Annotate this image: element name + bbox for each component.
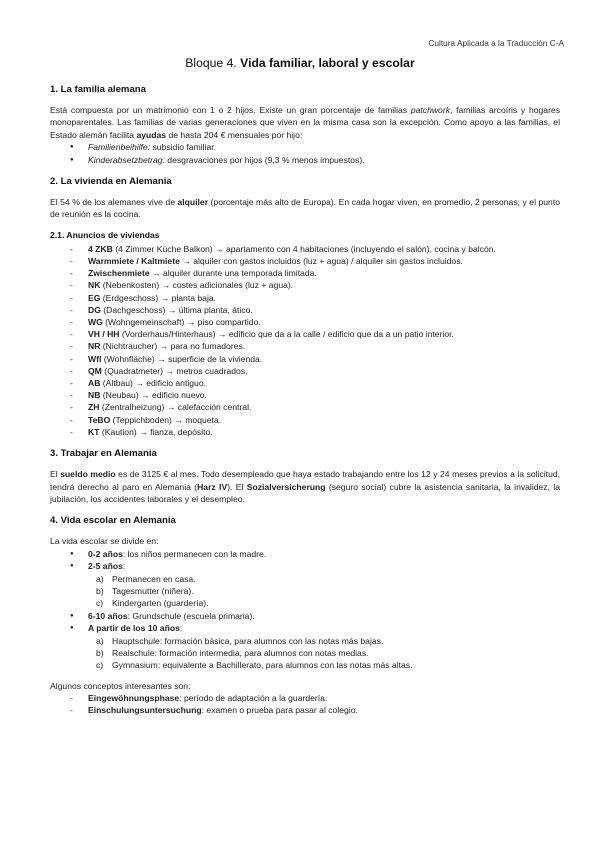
ad-abbr: NR <box>88 341 101 352</box>
ads-list <box>50 243 560 438</box>
stage-subitem <box>50 659 560 671</box>
subitem-text: Gymnasium: equivalente a Bachillerato, para alumnos con las notas más altas. <box>112 660 413 671</box>
stage-sublist-wrap <box>50 635 560 672</box>
concept-term: Eingewöhnungsphase <box>88 693 180 704</box>
ad-text: (Altbau) → edificio antiguo. <box>100 378 206 389</box>
subitem-text: Kindergarten (guardería). <box>112 598 209 609</box>
ad-text: (Wohnfläche) → superficie de la vivienda. <box>101 353 263 364</box>
stage-subitem <box>50 597 560 609</box>
subitem-text: Realschule: formación intermedia, para alumnos con notas medias. <box>112 647 369 658</box>
stage-subitem <box>50 647 560 659</box>
ad-abbr: AB <box>88 378 101 389</box>
paragraph: El sueldo medio es de 3125 € al mes. Todo desempleado que haya estado trabajando entre los 12 y 24 meses previos a la solicitud, tendrá derecho al paro en Alemania (Harz IV). El Sozialversicherung (seguro social) cubre la asistencia sanitaria, la invalidez, la jubilación, los accidentes laborales y el desempleo. <box>50 469 561 504</box>
ad-abbr: 4 ZKB <box>88 243 113 254</box>
ad-item <box>50 365 560 377</box>
ad-text: (Vorderhaus/Hinterhaus) → edificio que da a la calle / edificio que da a un patio interior. <box>119 329 454 340</box>
stage-label: 0-2 años <box>88 548 123 559</box>
ad-item <box>50 389 560 401</box>
concepts-list <box>50 692 560 716</box>
ad-item <box>50 243 560 255</box>
section-escolar <box>50 515 560 716</box>
stage-subitem <box>50 635 560 647</box>
ad-text: (Dachgeschoss) → última planta, ático. <box>100 304 253 315</box>
ad-abbr: KT <box>88 426 100 437</box>
ad-item <box>50 401 560 413</box>
bullet-list <box>50 141 560 166</box>
ad-text: (Quadratmeter) → metros cuadrados. <box>101 365 248 376</box>
subitem-marker: b) <box>96 647 104 658</box>
document-body <box>50 84 560 727</box>
stage-subitem <box>50 573 560 585</box>
ad-item <box>50 353 560 365</box>
ad-abbr: WG <box>88 317 103 328</box>
ad-text: (Kaution) → fianza, depósito. <box>99 426 213 437</box>
ad-abbr: Wfl <box>88 353 102 364</box>
title-main: Vida familiar, laboral y escolar <box>240 56 415 70</box>
subitem-text: Permanecen en casa. <box>112 573 196 584</box>
paragraph: La vida escolar se divide en: <box>50 536 159 547</box>
ad-abbr: EG <box>88 292 101 303</box>
subitem-marker: b) <box>96 585 104 596</box>
ad-text: (Zentralheizung) → calefacción central. <box>99 402 252 413</box>
concept-item <box>50 704 560 716</box>
list-item: ● Kinderabsetzbetrag: desgravaciones por hijos (9,3 % menos impuestos). <box>50 154 560 166</box>
ad-item <box>50 316 560 328</box>
subitem-marker: a) <box>96 573 104 584</box>
stage-sublist <box>50 573 560 610</box>
section-heading: 1. La familia alemana <box>50 84 146 95</box>
list-item: ● Familienbeihilfe: subsidio familiar. <box>50 141 560 153</box>
ad-text: (Wohngemeinschaft) → piso compartido. <box>102 317 261 328</box>
ad-text: (Teppichboden) → moqueta. <box>110 414 222 425</box>
stage-item <box>50 622 560 634</box>
ad-text: → alquiler durante una temporada limitada. <box>149 268 317 279</box>
ad-item <box>50 340 560 352</box>
stage-label: A partir de los 10 años <box>88 623 180 634</box>
page-title <box>0 56 600 70</box>
stage-item <box>50 548 560 560</box>
stage-item <box>50 560 560 572</box>
subitem-marker: a) <box>96 635 104 646</box>
ad-item <box>50 304 560 316</box>
stage-item <box>50 610 560 622</box>
stages-list <box>50 548 560 672</box>
title-prefix: Bloque 4. <box>185 56 237 70</box>
ad-abbr: VH / HH <box>88 329 120 340</box>
ad-item <box>50 377 560 389</box>
ad-text: (Nichtraucher) → para no fumadores. <box>100 341 246 352</box>
ad-text: (4 Zimmer Küche Balkon) → apartamento con 4 habitaciones (incluyendo el salón), cocina y balcón. <box>112 243 496 254</box>
section-heading: 4. Vida escolar en Alemania <box>50 515 176 527</box>
paragraph: El 54 % de los alemanes vive de alquiler (porcentaje más alto de Europa). En cada hogar viven, en promedio, 2 personas; y el punto de reunión es la cocina. <box>50 197 560 220</box>
header-note: Cultura Aplicada a la Traducción C-A <box>428 38 564 48</box>
concept-text: : período de adaptación a la guardería. <box>179 693 328 704</box>
paragraph: Está compuesta por un matrimonio con 1 o 2 hijos. Existe un gran porcentaje de familias patchwork, familias arcoíris y hogares monoparentales. Las familias de varias generaciones que viven en la misma casa son la excepción. Como apoyo a las familias, el Estado alemán facilita ayudas de hasta 204 € mensuales por hijo: <box>50 105 561 140</box>
ad-item <box>50 267 560 279</box>
ad-text: (Neubau) → edificio nuevo. <box>100 390 207 401</box>
subitem-text: Hauptschule: formación básica, para alumnos con las notas más bajas. <box>112 635 384 646</box>
stage-text: : <box>179 623 183 634</box>
ad-text: → alquiler con gastos incluidos (luz + agua) / alquiler sin gastos incluidos. <box>179 256 463 267</box>
stage-label: 2-5 años <box>88 561 123 572</box>
ad-abbr: ZH <box>88 402 100 413</box>
section-familia <box>50 84 560 166</box>
concept-item <box>50 692 560 704</box>
ad-abbr: QM <box>88 365 102 376</box>
concept-term: Einschulungsuntersuchung <box>88 705 202 716</box>
ad-text: (Erdgeschoss) → planta baja. <box>100 292 217 303</box>
ad-abbr: Warmmiete / Kaltmiete <box>88 256 180 267</box>
stage-text: : <box>122 561 126 572</box>
ad-item <box>50 414 560 426</box>
ad-abbr: DG <box>88 304 101 315</box>
subitem-marker: c) <box>96 660 104 671</box>
ad-item <box>50 292 560 304</box>
section-heading: 2. La vivienda en Alemania <box>50 176 172 188</box>
stage-sublist-wrap <box>50 573 560 610</box>
section-heading: 3. Trabajar en Alemania <box>50 448 157 460</box>
subsection-heading: 2.1. Anuncios de viviendas <box>50 229 160 240</box>
ad-abbr: Zwischenmiete <box>88 268 150 279</box>
stage-subitem <box>50 585 560 597</box>
ad-abbr: NK <box>88 280 101 291</box>
ad-item <box>50 255 560 267</box>
stage-sublist <box>50 635 560 672</box>
stage-text: : Grundschule (escuela primaria). <box>127 610 255 621</box>
stage-text: : los niños permanecen con la madre. <box>122 548 267 559</box>
ad-abbr: TeBO <box>88 414 111 425</box>
paragraph: Algunos conceptos interesantes son: <box>50 680 191 691</box>
ad-abbr: NB <box>88 390 101 401</box>
subitem-text: Tagesmutter (niñera). <box>112 585 194 596</box>
section-trabajar <box>50 448 560 505</box>
subitem-marker: c) <box>96 598 104 609</box>
ad-item <box>50 328 560 340</box>
stage-label: 6-10 años <box>88 610 128 621</box>
ad-item <box>50 426 560 438</box>
ad-text: (Nebenkosten) → costes adicionales (luz + agua). <box>100 280 294 291</box>
concept-text: : examen o prueba para pasar al colegio. <box>201 705 358 716</box>
section-vivienda <box>50 176 560 438</box>
ad-item <box>50 279 560 291</box>
